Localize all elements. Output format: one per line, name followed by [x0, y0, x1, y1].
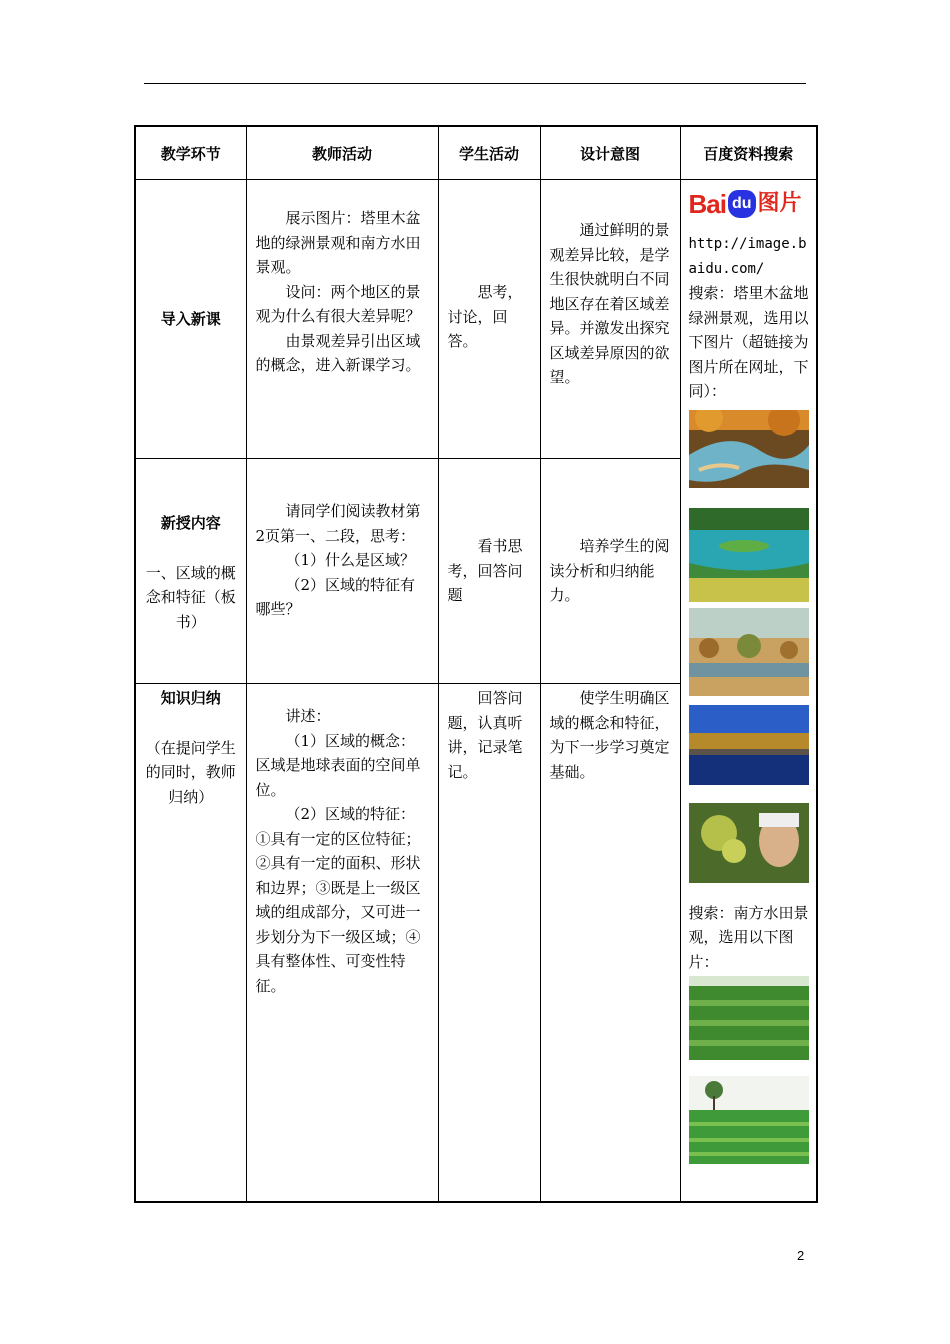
design-intent-cell	[540, 684, 680, 1202]
student-activity-cell	[438, 180, 540, 459]
student-text: 看书思考，回答问题	[447, 537, 523, 604]
teacher-activity-cell	[246, 459, 438, 684]
student-text: 回答问题，认真听讲，记录笔记。	[447, 689, 523, 781]
header-rule	[144, 83, 806, 84]
paddy-field-photo-2[interactable]	[689, 1076, 809, 1164]
student-activity-cell	[438, 684, 540, 1202]
desert-poplar-photo[interactable]	[689, 608, 809, 696]
paddy-field-photo-1[interactable]	[689, 976, 809, 1060]
green-lake-photo[interactable]	[689, 508, 809, 602]
stage-subtitle: 一、区域的概念和特征（板书）	[145, 563, 236, 631]
logo-du-paw: du	[728, 190, 756, 219]
stage-title: 导入新课	[160, 309, 221, 328]
table-header-row	[135, 126, 817, 180]
stage-cell	[135, 459, 246, 684]
teacher-activity-cell	[246, 684, 438, 1202]
page-number: 2	[797, 1248, 805, 1263]
header-baidu-search: 百度资料搜索	[680, 126, 817, 180]
teacher-text: （2）区域的特征：①具有一定的区位特征；②具有一定的面积、形状和边界；③既是上一级区域的组成部分，又可进一步划分为下一级区域；④具有整体性、可变性特征。	[255, 805, 421, 995]
stage-cell	[135, 684, 246, 1202]
stage-cell	[135, 180, 246, 459]
table-row	[135, 180, 817, 459]
lesson-plan-table	[134, 125, 818, 1203]
stage-subtitle: （在提问学生的同时，教师归纳）	[145, 738, 236, 806]
teacher-text: 设问：两个地区的景观为什么有很大差异呢？	[255, 282, 421, 325]
teacher-text: （1）什么是区域？	[285, 551, 416, 569]
header-teacher-activity: 教师活动	[246, 126, 438, 180]
teacher-text: （2）区域的特征有哪些？	[255, 575, 416, 618]
intent-text: 使学生明确区域的概念和特征，为下一步学习奠定基础。	[549, 689, 670, 781]
design-intent-cell	[540, 180, 680, 459]
design-intent-cell	[540, 459, 680, 684]
search-instruction-tarim: 搜索：塔里木盆地绿洲景观，选用以下图片（超链接为图片所在网址，下同）：	[688, 284, 809, 400]
teacher-text: 讲述：	[285, 707, 331, 725]
logo-bai-text: Bai	[688, 188, 726, 219]
teacher-text: （1）区域的概念：区域是地球表面的空间单位。	[255, 731, 421, 799]
stage-title: 新授内容	[160, 514, 221, 532]
stage-title: 知识归纳	[160, 689, 221, 707]
header-design-intent: 设计意图	[540, 126, 680, 180]
header-stage: 教学环节	[135, 126, 246, 180]
baidu-images-logo[interactable]	[689, 182, 811, 226]
river-oasis-photo[interactable]	[689, 410, 809, 488]
baidu-url-link[interactable]: http://image.baidu.com/	[688, 236, 807, 277]
baidu-search-cell	[680, 180, 817, 1202]
search-instruction-paddy: 搜索：南方水田景观，选用以下图片：	[688, 903, 809, 971]
teacher-text: 展示图片：塔里木盆地的绿洲景观和南方水田景观。	[255, 209, 421, 276]
header-student-activity: 学生活动	[438, 126, 540, 180]
student-text: 思考，讨论，回答。	[447, 283, 523, 350]
teacher-text: 由景观差异引出区域的概念，进入新课学习。	[255, 331, 421, 374]
intent-text: 培养学生的阅读分析和归纳能力。	[549, 537, 670, 604]
teacher-text: 请同学们阅读教材第2页第一、二段，思考：	[255, 502, 421, 545]
student-activity-cell	[438, 459, 540, 684]
blue-lake-poplar-photo[interactable]	[689, 705, 809, 785]
teacher-activity-cell	[246, 180, 438, 459]
logo-tupian-text: 图片	[757, 190, 802, 216]
intent-text: 通过鲜明的景观差异比较，是学生很快就明白不同地区存在着区域差异。并激发出探究区域差异原因的欲望。	[549, 221, 670, 386]
grape-farmer-photo[interactable]	[689, 803, 809, 883]
